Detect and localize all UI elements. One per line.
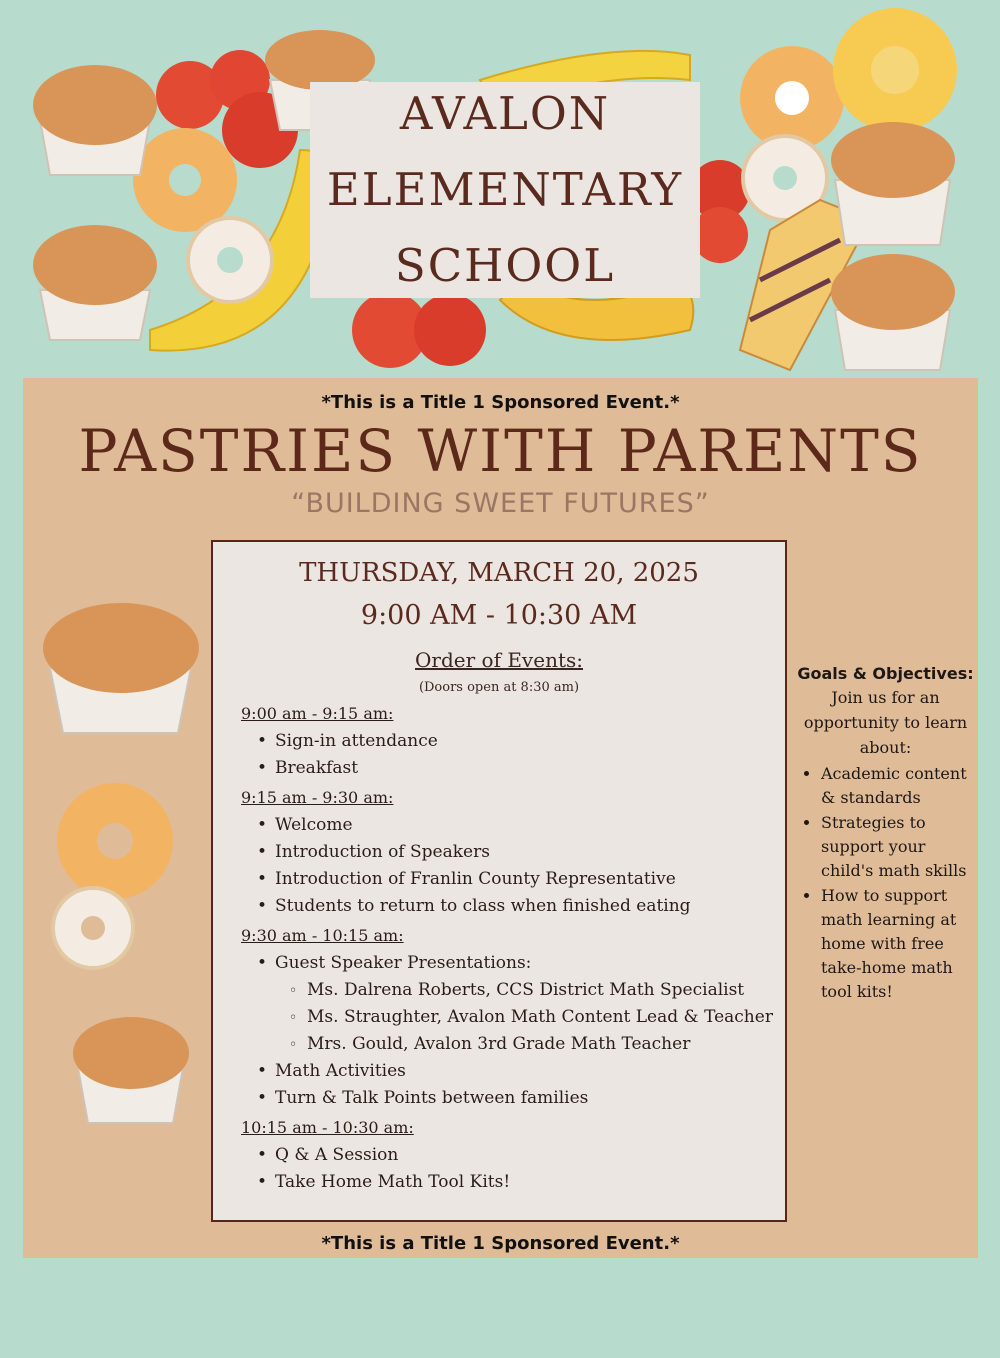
list-item: • Q & A Session <box>257 1145 398 1165</box>
school-name-line-1: AVALON <box>399 87 611 140</box>
goals-intro: Join us for an opportunity to learn about: <box>803 688 968 757</box>
goal-item: • Strategies to support your child's math skills <box>821 811 978 883</box>
goal-item: • Academic content & standards <box>821 762 978 810</box>
speaker-item: ◦ Ms. Dalrena Roberts, CCS District Math Specialist <box>289 980 744 1000</box>
donut-icon <box>53 783 173 968</box>
list-item: • Introduction of Speakers <box>257 842 490 862</box>
list-item: • Take Home Math Tool Kits! <box>257 1172 510 1192</box>
event-title: PASTRIES WITH PARENTS <box>78 417 923 485</box>
speaker-item: ◦ Ms. Straughter, Avalon Math Content Lead & Teacher <box>289 1007 773 1027</box>
event-subtitle: “BUILDING SWEET FUTURES” <box>291 488 710 519</box>
goals-list <box>793 762 978 1004</box>
sponsor-note-top: *This is a Title 1 Sponsored Event.* <box>321 392 680 413</box>
list-item: • Introduction of Franlin County Representative <box>257 869 676 889</box>
list-item: • Sign-in attendance <box>257 731 438 751</box>
school-name-line-2: ELEMENTARY <box>326 163 684 216</box>
goals-title: Goals & Objectives: <box>797 664 974 683</box>
time-slot-3: 9:30 am - 10:15 am: <box>241 926 404 945</box>
muffin-icon <box>73 1017 189 1123</box>
speaker-item: ◦ Mrs. Gould, Avalon 3rd Grade Math Teacher <box>289 1034 690 1054</box>
list-item: • Breakfast <box>257 758 358 778</box>
list-item: • Welcome <box>257 815 353 835</box>
school-name-line-3: SCHOOL <box>394 239 616 292</box>
event-date: THURSDAY, MARCH 20, 2025 <box>299 558 699 588</box>
goals-section <box>793 664 978 1005</box>
muffin-icon <box>43 603 199 733</box>
event-time: 9:00 AM - 10:30 AM <box>360 600 638 631</box>
doors-open-note: (Doors open at 8:30 am) <box>418 680 580 695</box>
time-slot-2: 9:15 am - 9:30 am: <box>241 788 394 807</box>
list-item: • Guest Speaker Presentations: <box>257 953 531 973</box>
list-item: • Math Activities <box>257 1061 406 1081</box>
goal-item: • How to support math learning at home with free take-home math tool kits! <box>821 884 978 1004</box>
list-item: • Turn & Talk Points between families <box>257 1088 588 1108</box>
program-box <box>211 540 787 1222</box>
school-name-box <box>310 82 700 298</box>
order-of-events-heading: Order of Events: <box>415 648 583 672</box>
list-item: • Students to return to class when finished eating <box>257 896 691 916</box>
sponsor-note-bottom: *This is a Title 1 Sponsored Event.* <box>321 1233 680 1254</box>
time-slot-4: 10:15 am - 10:30 am: <box>241 1118 414 1137</box>
event-panel <box>23 378 978 1258</box>
time-slot-1: 9:00 am - 9:15 am: <box>241 704 394 723</box>
